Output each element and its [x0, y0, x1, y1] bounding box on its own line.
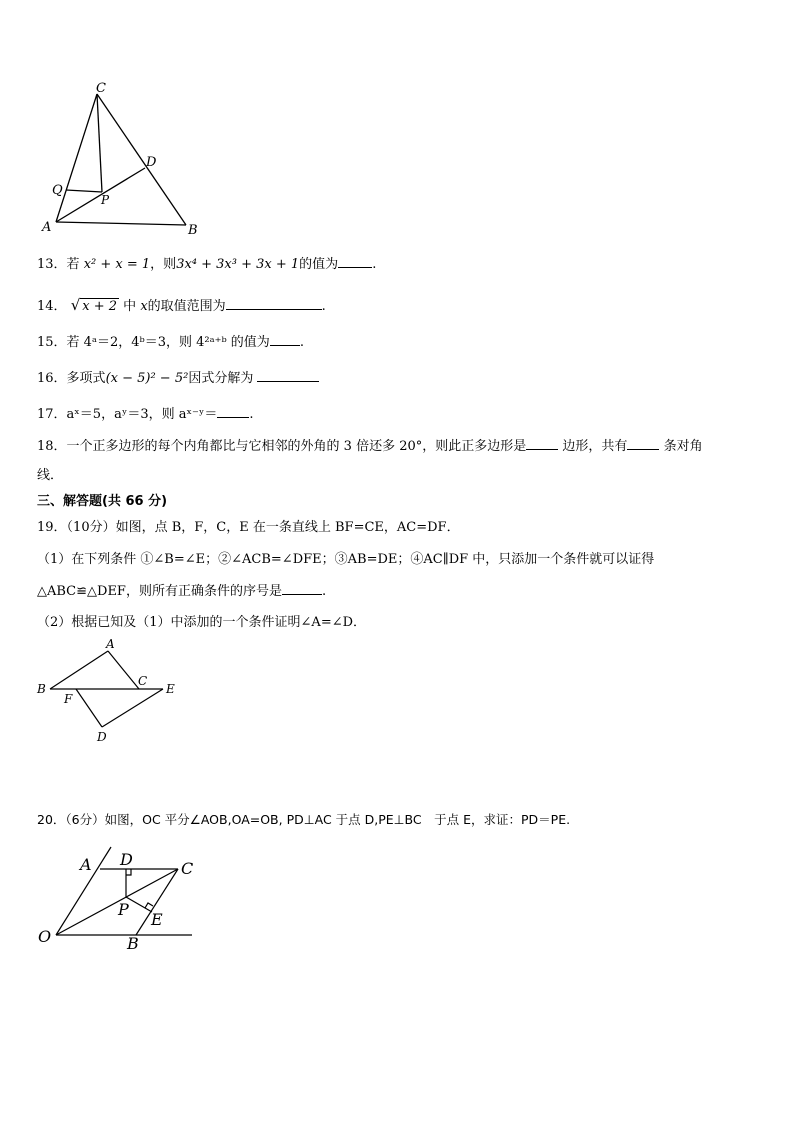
figure-19 [36, 635, 186, 750]
label-d: D [97, 730, 107, 744]
q18-text2: 边形，共有 [562, 439, 628, 454]
label-b: B [127, 934, 139, 953]
figure-20 [36, 845, 201, 955]
q19-part1b-end: . [321, 584, 327, 599]
q16-text: 多项式 [66, 371, 106, 386]
q13-post: 的值为 [299, 257, 339, 272]
q18-text4: 线． [37, 468, 64, 483]
question-13 [37, 255, 376, 274]
question-number: 13． [37, 257, 67, 272]
q13-end: . [372, 257, 377, 272]
right-angle-d [126, 869, 131, 875]
q18-text1: 一个正多边形的每个内角都比与它相邻的外角的 3 倍还多 20°，则此正多边形是 [66, 439, 527, 454]
answer-blank[interactable] [217, 405, 249, 418]
q15-end: . [299, 335, 304, 350]
segment-fd [76, 689, 102, 727]
question-number: 18． [37, 439, 67, 454]
q19-intro: （10分）如图，点 B，F，C，E 在一条直线上 BF=CE，AC=DF． [66, 520, 460, 535]
segment-pe [126, 897, 152, 912]
question-19-part1-cont [37, 582, 326, 601]
q20-text: （6分）如图，OC 平分∠AOB,OA=OB, PD⊥AC 于点 D,PE⊥BC 于点 E，求证：PD＝PE. [65, 812, 571, 827]
answer-blank[interactable] [257, 369, 319, 382]
label-e: E [151, 910, 163, 929]
q17-text: aˣ＝5，aʸ＝3，则 aˣ⁻ʸ＝ [66, 407, 218, 422]
q13-pre: 若 [66, 257, 80, 272]
label-c: C [96, 81, 106, 96]
answer-blank[interactable] [270, 333, 300, 346]
question-15 [37, 333, 304, 352]
sqrt-symbol: √ [70, 296, 81, 314]
answer-blank[interactable] [526, 437, 558, 450]
question-number: 15． [37, 335, 67, 350]
question-14 [37, 296, 326, 316]
question-20 [37, 811, 570, 829]
section-heading: 三、解答题(共 66 分) [37, 494, 168, 509]
q13-condition: x² + x = 1 [83, 257, 151, 272]
answer-blank[interactable] [338, 255, 372, 268]
segment-qp [66, 190, 102, 192]
right-angle-e [145, 903, 153, 908]
label-d: D [120, 850, 133, 869]
q14-radicand: x + 2 [82, 299, 118, 314]
answer-blank[interactable] [627, 437, 659, 450]
q19-part2: （2）根据已知及（1）中添加的一个条件证明∠A=∠D． [37, 615, 367, 630]
label-b: B [37, 682, 46, 696]
label-q: Q [52, 183, 63, 198]
q14-post: 的取值范围为 [147, 299, 226, 314]
label-p: P [101, 193, 110, 207]
label-b: B [188, 223, 198, 238]
q16-expression: (x − 5)² − 5² [105, 371, 189, 386]
label-o: O [38, 927, 52, 946]
q19-part1a: （1）在下列条件 ①∠B=∠E；②∠ACB=∠DFE；③AB=DE；④AC∥DF 中，只添加一个条件就可以证得 [37, 552, 655, 567]
q18-text3: 条对角 [663, 439, 703, 454]
q16-post: 因式分解为 [188, 371, 254, 386]
question-19-intro [37, 519, 460, 537]
label-a: A [106, 637, 115, 651]
question-18 [37, 437, 703, 456]
answer-blank[interactable] [282, 582, 322, 595]
label-e: E [166, 682, 175, 696]
question-17 [37, 405, 254, 424]
segment-ac [108, 651, 139, 689]
q14-mid: 中 [123, 299, 137, 314]
label-p: P [118, 900, 129, 919]
q15-text: 若 4ᵃ＝2，4ᵇ＝3，则 4²ᵃ⁺ᵇ 的值为 [66, 335, 270, 350]
question-18-cont [37, 467, 63, 485]
label-d: D [146, 155, 157, 170]
q19-part1b: △ABC≌△DEF，则所有正确条件的序号是 [37, 584, 282, 599]
label-a: A [80, 855, 92, 874]
segment-ba [50, 651, 108, 689]
q13-expression: 3x⁴ + 3x³ + 3x + 1 [176, 257, 300, 272]
question-number: 20． [37, 812, 66, 827]
label-a: A [42, 220, 52, 235]
question-number: 16． [37, 371, 67, 386]
label-f: F [64, 692, 73, 706]
label-c: C [138, 674, 148, 688]
q13-mid: ，则 [150, 257, 177, 272]
segment-cp [97, 94, 102, 192]
question-number: 17． [37, 407, 67, 422]
question-19-part1 [37, 551, 654, 569]
edge-cb [97, 94, 186, 225]
answer-blank[interactable] [226, 297, 322, 310]
question-number: 14． [37, 299, 67, 314]
question-16 [37, 369, 319, 388]
segment-de [102, 689, 163, 727]
label-c: C [181, 859, 194, 878]
edge-ab [56, 222, 186, 225]
q17-end: . [249, 407, 254, 422]
edge-ca [56, 94, 97, 222]
question-19-part2 [37, 614, 366, 632]
q14-var: x [140, 299, 148, 314]
question-number: 19． [37, 520, 67, 535]
q14-end: . [321, 299, 326, 314]
triangle-abc-figure [36, 80, 206, 240]
